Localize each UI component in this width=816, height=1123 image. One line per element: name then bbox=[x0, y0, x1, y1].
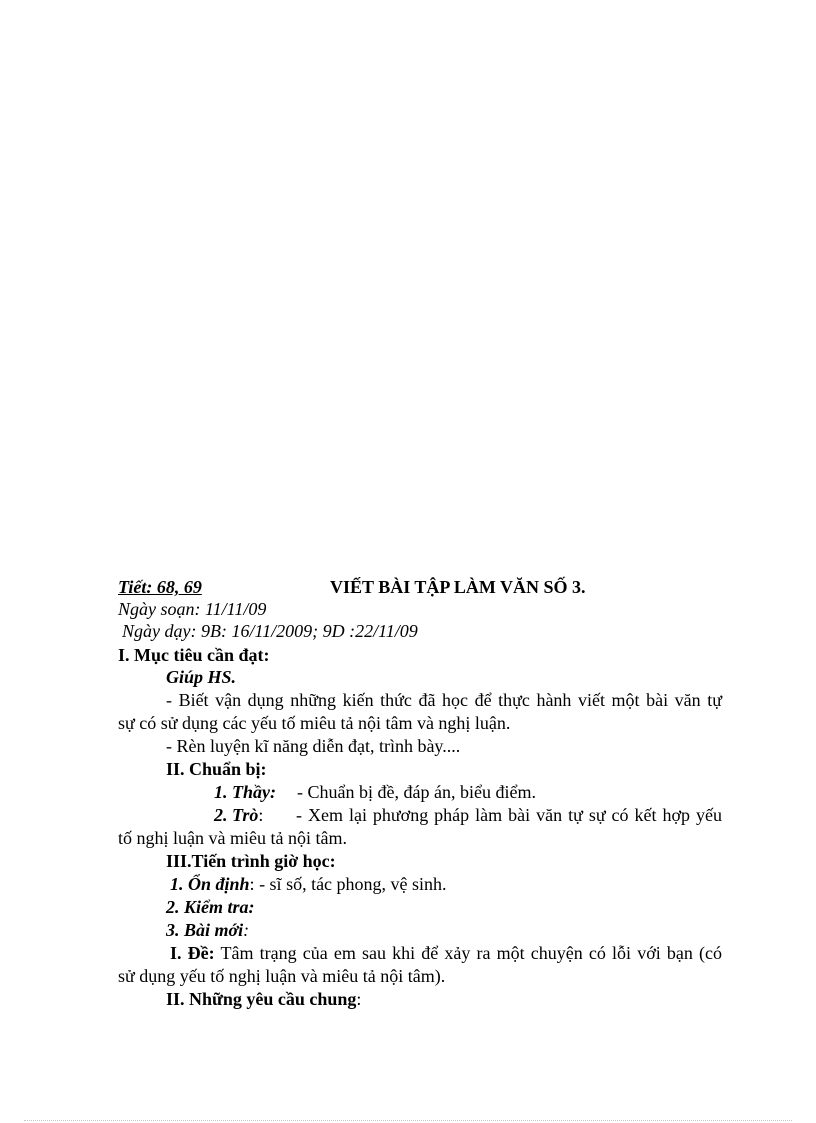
step-2-label: 2. Kiểm tra: bbox=[166, 897, 255, 917]
student-colon: : bbox=[258, 805, 264, 825]
teacher-label: 1. Thầy: bbox=[214, 782, 276, 802]
requirements-row bbox=[166, 988, 361, 1010]
step-1-label: 1. Ổn định bbox=[170, 874, 250, 894]
teach-date: Ngày dạy: 9B: 16/11/2009; 9D :22/11/09 bbox=[122, 621, 418, 641]
objective-item-1-line-2: sự có sử dụng các yếu tố miêu tả nội tâm và nghị luận. bbox=[118, 713, 511, 733]
step-1-row bbox=[170, 873, 447, 895]
step-1-text: - sĩ số, tác phong, vệ sinh. bbox=[254, 874, 447, 894]
step-3-row bbox=[166, 919, 249, 941]
objective-item-2: - Rèn luyện kĩ năng diễn đạt, trình bày.... bbox=[166, 736, 461, 756]
student-row bbox=[214, 804, 263, 826]
prep-date: Ngày soạn: 11/11/09 bbox=[118, 599, 267, 619]
step-3-label: 3. Bài mới bbox=[166, 920, 244, 940]
page-title: VIẾT BÀI TẬP LÀM VĂN SỐ 3. bbox=[330, 577, 586, 597]
topic-text-line-1: Tâm trạng của em sau khi để xảy ra một chuyện có lỗi với bạn (có bbox=[214, 943, 722, 963]
student-text-line-2: tố nghị luận và miêu tả nội tâm. bbox=[118, 828, 347, 848]
requirements-colon: : bbox=[356, 989, 362, 1009]
section-3-heading: III.Tiến trình giờ học: bbox=[166, 851, 336, 871]
teacher-text: - Chuẩn bị đề, đáp án, biểu điểm. bbox=[297, 782, 536, 802]
topic-line-2: sử dụng yếu tố nghị luận và miêu tả nội tâm). bbox=[118, 966, 446, 986]
objective-item-1-line-1: - Biết vận dụng những kiến thức đã học để thực hành viết một bài văn tự bbox=[166, 690, 722, 710]
page-bottom-divider bbox=[24, 1120, 792, 1121]
step-1-colon: : bbox=[249, 874, 255, 894]
topic-label: I. Đề: bbox=[170, 943, 215, 963]
step-3-colon: : bbox=[243, 920, 250, 940]
lesson-number: Tiết: 68, 69 bbox=[118, 577, 202, 597]
section-2-heading: II. Chuẩn bị: bbox=[166, 759, 267, 779]
topic-line-1 bbox=[170, 942, 722, 964]
student-text-line-1: - Xem lại phương pháp làm bài văn tự sự có kết hợp yếu bbox=[296, 805, 722, 825]
student-label: 2. Trò bbox=[214, 805, 259, 825]
requirements-heading: II. Những yêu cầu chung bbox=[166, 989, 357, 1009]
section-1-heading: I. Mục tiêu cần đạt: bbox=[118, 645, 270, 665]
section-1-subheading: Giúp HS. bbox=[166, 667, 237, 687]
